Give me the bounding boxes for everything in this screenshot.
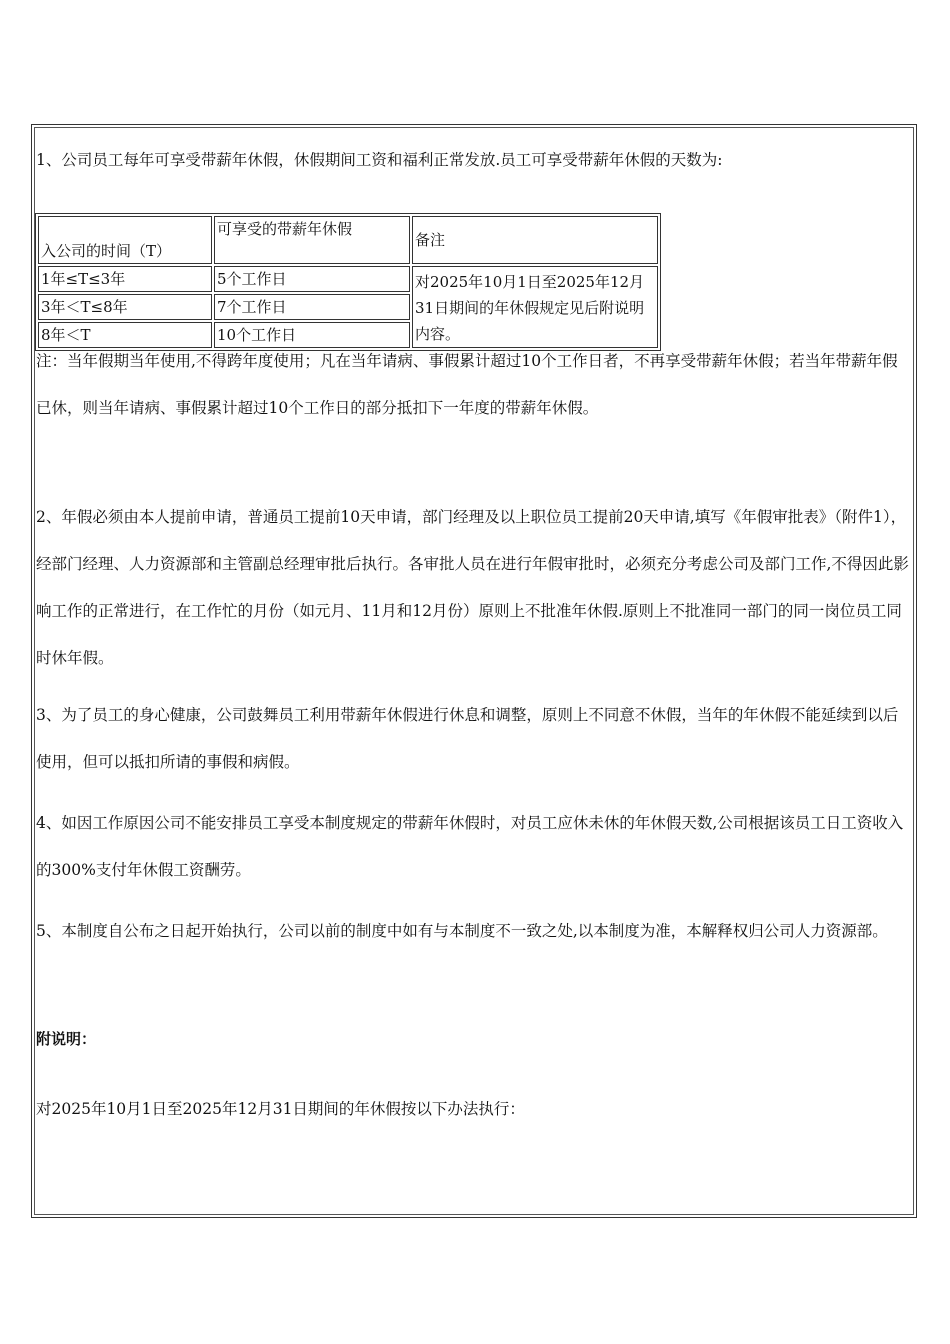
table-cell-tenure: 3年＜T≤8年 (38, 294, 212, 320)
note-paragraph: 注：当年假期当年使用,不得跨年度使用；凡在当年请病、事假累计超过10个工作日者，不再享受带薪年休假；若当年带薪年假已休，则当年请病、事假累计超过10个工作日的部分抵扣下一年度的带薪年休假。 (36, 352, 898, 417)
table-header-cell: 入公司的时间（T） (38, 216, 212, 264)
table-cell-note: 对2025年10月1日至2025年12月31日期间的年休假规定见后附说明内容。 (412, 266, 658, 348)
table-cell-days: 10个工作日 (214, 322, 410, 348)
table-row (38, 266, 658, 292)
rule-paragraph-5: 5、本制度自公布之日起开始执行，公司以前的制度中如有与本制度不一致之处,以本制度为准，本解释权归公司人力资源部。 (36, 922, 888, 940)
rule-paragraph-2: 2、年假必须由本人提前申请，普通员工提前10天申请，部门经理及以上职位员工提前20天申请,填写《年假审批表》（附件1），经部门经理、人力资源部和主管副总经理审批后执行。各审批人员在进行年假审批时，必须充分考虑公司及部门工作,不得因此影响工作的正常进行，在工作忙的月份（如元月、11月和12月份）原则上不批准年休假.原则上不批准同一部门的同一岗位员工同时休年假。 (36, 508, 909, 667)
intro-paragraph: 1、公司员工每年可享受带薪年休假，休假期间工资和福利正常发放.员工可享受带薪年休假的天数为: (36, 151, 723, 169)
rule-paragraph-4: 4、如因工作原因公司不能安排员工享受本制度规定的带薪年休假时，对员工应休未休的年休假天数,公司根据该员工日工资收入的300%支付年休假工资酬劳。 (36, 814, 904, 879)
table-cell-days: 5个工作日 (214, 266, 410, 292)
table-header-cell: 备注 (412, 216, 658, 264)
table-cell-days: 7个工作日 (214, 294, 410, 320)
table-header-row (38, 216, 658, 264)
table-cell-tenure: 8年＜T (38, 322, 212, 348)
appendix-title: 附说明： (36, 1030, 97, 1048)
leave-table (35, 213, 661, 351)
appendix-text: 对2025年10月1日至2025年12月31日期间的年休假按以下办法执行： (36, 1100, 525, 1118)
table-header-cell: 可享受的带薪年休假 (214, 216, 410, 264)
rule-paragraph-3: 3、为了员工的身心健康，公司鼓舞员工利用带薪年休假进行休息和调整，原则上不同意不休假，当年的年休假不能延续到以后使用，但可以抵扣所请的事假和病假。 (36, 706, 899, 771)
table-cell-tenure: 1年≤T≤3年 (38, 266, 212, 292)
